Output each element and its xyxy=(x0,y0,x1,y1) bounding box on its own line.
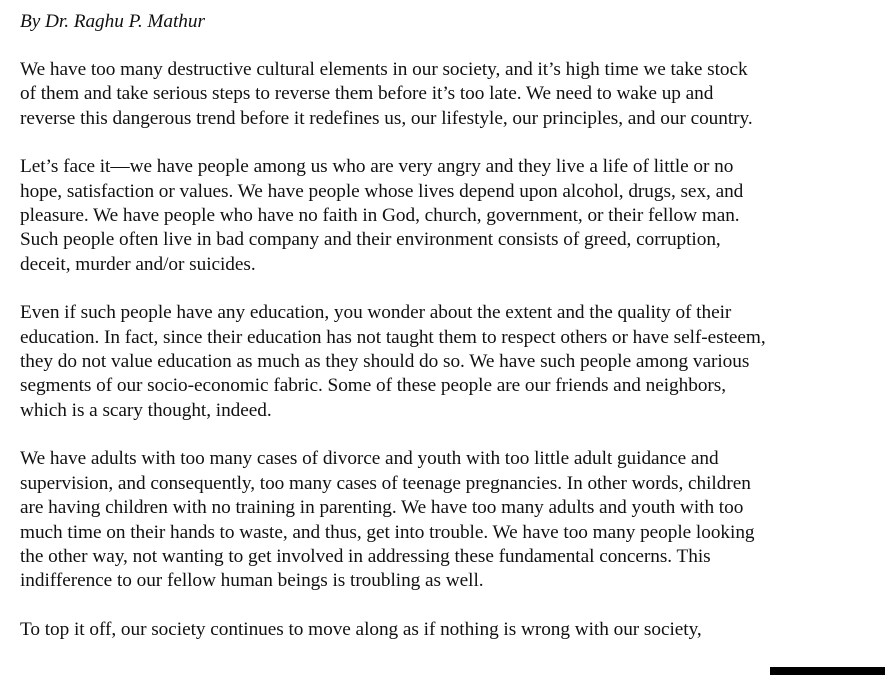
paragraph-line: which is a scary thought, indeed. xyxy=(20,399,272,421)
paragraph-line: hope, satisfaction or values. We have people whose lives depend upon alcohol, drugs, sex, and xyxy=(20,180,744,202)
paragraph-4 xyxy=(20,447,882,593)
paragraph-line: they do not value education as much as they should do so. We have such people among various xyxy=(20,351,750,373)
paragraph-line: segments of our socio-economic fabric. Some of these people are our friends and neighbors, xyxy=(20,375,727,397)
paragraph-line: pleasure. We have people who have no faith in God, church, government, or their fellow man. xyxy=(20,205,740,227)
author-byline: By Dr. Raghu P. Mathur xyxy=(20,11,205,32)
document-page xyxy=(20,10,882,666)
paragraph-line: We have adults with too many cases of divorce and youth with too little adult guidance and xyxy=(20,448,719,470)
paragraph-line: Even if such people have any education, you wonder about the extent and the quality of their xyxy=(20,302,732,324)
paragraph-line: To top it off, our society continues to move along as if nothing is wrong with our society, xyxy=(20,618,702,640)
scan-edge-bar xyxy=(770,667,885,675)
paragraph-line: supervision, and consequently, too many cases of teenage pregnancies. In other words, children xyxy=(20,472,751,494)
paragraph-line: deceit, murder and/or suicides. xyxy=(20,253,256,275)
paragraph-line: education. In fact, since their education has not taught them to respect others or have self-esteem, xyxy=(20,326,766,348)
paragraph-line: of them and take serious steps to reverse them before it’s too late. We need to wake up and xyxy=(20,83,714,105)
paragraph-3 xyxy=(20,301,882,423)
paragraph-line: Let’s face it—we have people among us who are very angry and they live a life of little or no xyxy=(20,156,734,178)
paragraph-2 xyxy=(20,155,882,277)
paragraph-line: We have too many destructive cultural elements in our society, and it’s high time we take stock xyxy=(20,59,748,80)
paragraph-line: Such people often live in bad company and their environment consists of greed, corruption, xyxy=(20,229,721,251)
paragraph-line: are having children with no training in parenting. We have too many adults and youth with too xyxy=(20,497,744,519)
paragraph-1 xyxy=(20,58,882,131)
paragraph-line: much time on their hands to waste, and thus, get into trouble. We have too many people looking xyxy=(20,521,755,543)
paragraph-line: reverse this dangerous trend before it redefines us, our lifestyle, our principles, and our country. xyxy=(20,107,753,129)
paragraph-line: indifference to our fellow human beings is troubling as well. xyxy=(20,570,484,592)
paragraph-line: the other way, not wanting to get involved in addressing these fundamental concerns. This xyxy=(20,545,711,567)
paragraph-5 xyxy=(20,618,882,642)
